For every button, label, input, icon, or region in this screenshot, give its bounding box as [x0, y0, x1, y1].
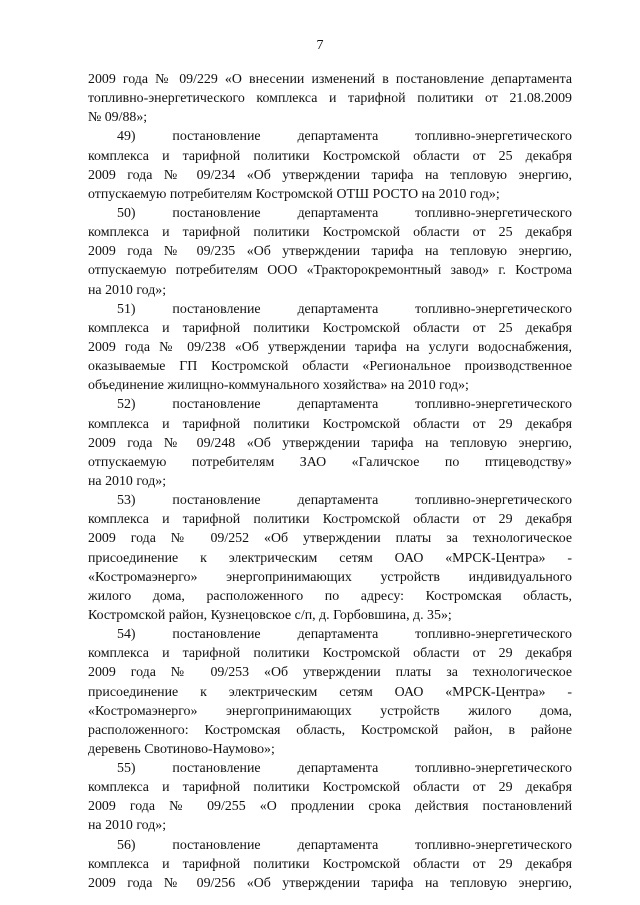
text-line: 2009 года № 09/252 «Об утверждении платы за технологическое [88, 531, 572, 547]
text-line: 2009 года № 09/229 «О внесении изменений в постановление департамента [88, 72, 572, 87]
list-item-56 [88, 836, 572, 893]
text-line: комплекса и тарифной политики Костромской области от 25 декабря [88, 225, 572, 241]
list-item-55 [88, 759, 572, 836]
text-line: 2009 года № 09/248 «Об утверждении тарифа на тепловую энергию, [88, 435, 572, 451]
text-line: комплекса и тарифной политики Костромской области от 25 декабря [88, 320, 572, 336]
text-line: 2009 года № 09/235 «Об утверждении тарифа на тепловую энергию, [88, 244, 572, 260]
text-line: комплекса и тарифной политики Костромской области от 29 декабря [88, 646, 572, 662]
text-line: жилого дома, расположенного по адресу: Костромская область, [88, 588, 572, 604]
text-line: 55) постановление департамента топливно-энергетического [117, 761, 572, 777]
text-line: № 09/88»; [88, 110, 148, 126]
text-line: присоединение к электрическим сетям ОАО «МРСК-Центра» - [88, 550, 572, 566]
text-line: 50) постановление департамента топливно-энергетического [117, 205, 572, 221]
document-body [88, 70, 572, 893]
list-item-49 [88, 127, 572, 204]
text-line: комплекса и тарифной политики Костромской области от 29 декабря [88, 512, 572, 528]
text-line: деревень Свотиново-Наумово»; [88, 741, 275, 757]
text-line: комплекса и тарифной политики Костромской области от 29 декабря [88, 780, 572, 796]
text-line: 2009 года № 09/256 «Об утверждении тарифа на тепловую энергию, [88, 875, 572, 891]
list-item-53 [88, 491, 572, 625]
list-item-50 [88, 204, 572, 300]
text-line: отпускаемую потребителям ООО «Тракторокремонтный завод» г. Кострома [88, 263, 572, 279]
list-item-54 [88, 625, 572, 759]
text-line: отпускаемую потребителям ЗАО «Галичское по птицеводству» [88, 454, 572, 470]
text-line: 49) постановление департамента топливно-энергетического [117, 129, 572, 145]
list-item-52 [88, 395, 572, 491]
text-line: 2009 года № 09/253 «Об утверждении платы за технологическое [88, 665, 572, 681]
text-line: объединение жилищно-коммунального хозяйства» на 2010 год»; [88, 378, 469, 394]
text-line: 2009 года № 09/255 «О продлении срока действия постановлений [88, 799, 572, 815]
text-line: на 2010 год»; [88, 818, 167, 834]
text-line: комплекса и тарифной политики Костромской области от 29 декабря [88, 416, 572, 432]
text-line: «Костромаэнерго» энергопринимающих устройств жилого дома, [88, 703, 572, 719]
text-line: топливно-энергетического комплекса и тарифной политики от 21.08.2009 [88, 91, 572, 107]
text-line: 2009 года № 09/234 «Об утверждении тарифа на тепловую энергию, [88, 167, 572, 183]
text-line: расположенного: Костромская область, Костромской район, в районе [88, 722, 572, 738]
text-line: на 2010 год»; [88, 282, 167, 298]
text-line: на 2010 год»; [88, 473, 167, 489]
text-line: 52) постановление департамента топливно-энергетического [117, 397, 572, 413]
text-line: оказываемые ГП Костромской области «Региональное производственное [88, 359, 572, 375]
text-line: отпускаемую потребителям Костромской ОТШ РОСТО на 2010 год»; [88, 186, 500, 202]
text-line: комплекса и тарифной политики Костромской области от 29 декабря [88, 856, 572, 872]
page-number: 7 [316, 38, 324, 53]
text-line: 54) постановление департамента топливно-энергетического [117, 627, 572, 643]
text-line: Костромской район, Кузнецовское с/п, д. Горбовшина, д. 35»; [88, 607, 452, 623]
text-line: 53) постановление департамента топливно-энергетического [117, 493, 572, 509]
text-line: 2009 года № 09/238 «Об утверждении тарифа на услуги водоснабжения, [88, 339, 572, 355]
text-line: комплекса и тарифной политики Костромской области от 25 декабря [88, 148, 572, 164]
text-line: «Костромаэнерго» энергопринимающих устройств индивидуального [88, 569, 572, 585]
paragraph-continuation [88, 70, 572, 127]
text-line: присоединение к электрическим сетям ОАО «МРСК-Центра» - [88, 684, 572, 700]
text-line: 56) постановление департамента топливно-энергетического [117, 837, 572, 853]
list-item-51 [88, 300, 572, 396]
text-line: 51) постановление департамента топливно-энергетического [117, 301, 572, 317]
